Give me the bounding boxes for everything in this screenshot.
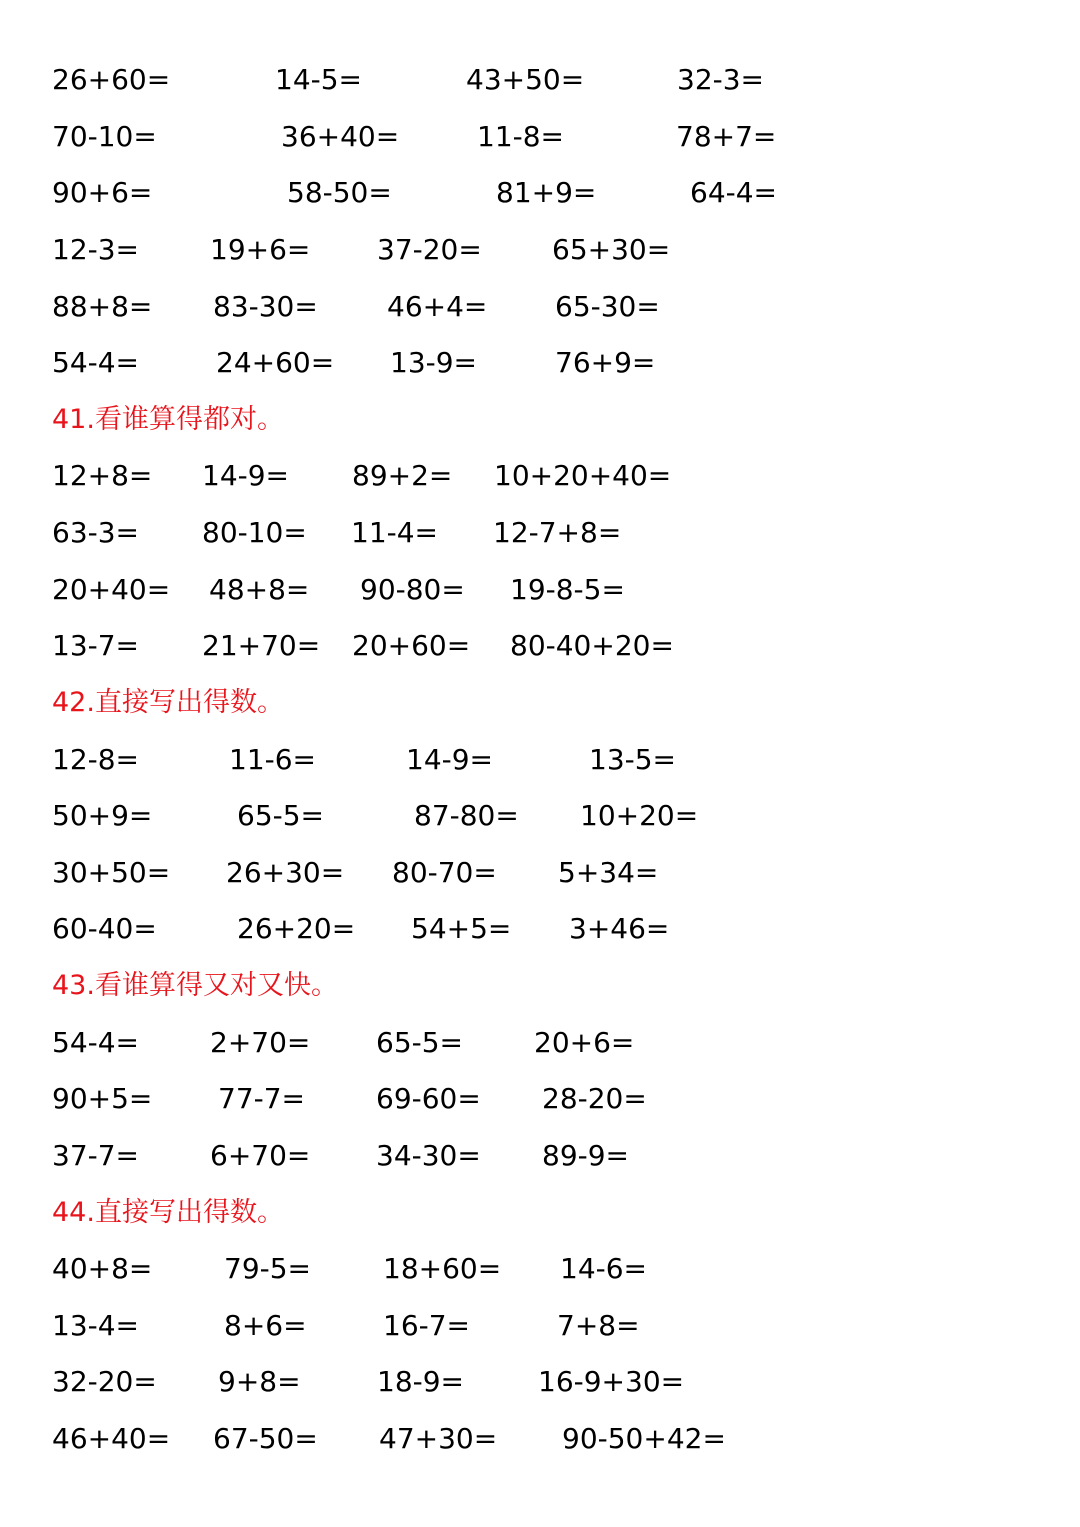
problem: 10+20= [580, 799, 699, 832]
problem: 26+20= [237, 912, 356, 945]
problem: 60-40= [52, 912, 157, 945]
problem: 8+6= [224, 1309, 307, 1342]
problem: 13-5= [589, 743, 677, 776]
problem: 2+70= [210, 1026, 311, 1059]
problem: 76+9= [555, 346, 656, 379]
problem: 14-6= [560, 1252, 648, 1285]
problem: 11-4= [351, 516, 439, 549]
problem-row [0, 1023, 1080, 1063]
problem: 54+5= [411, 912, 512, 945]
problem: 14-9= [202, 459, 290, 492]
problem: 10+20+40= [494, 459, 672, 492]
problem: 77-7= [218, 1082, 306, 1115]
problem: 69-60= [376, 1082, 481, 1115]
problem: 16-7= [383, 1309, 471, 1342]
problem: 54-4= [52, 1026, 140, 1059]
section-heading: 42.直接写出得数。 [52, 687, 284, 718]
problem: 18-9= [377, 1365, 465, 1398]
problem: 65-30= [555, 290, 660, 323]
problem: 12-7+8= [493, 516, 622, 549]
problem-row [0, 1419, 1080, 1459]
problem-row [0, 173, 1080, 213]
problem: 37-20= [377, 233, 482, 266]
problem: 80-70= [392, 856, 497, 889]
problem: 65-5= [237, 799, 325, 832]
problem: 36+40= [281, 120, 400, 153]
problem: 80-40+20= [510, 629, 674, 662]
problem: 12+8= [52, 459, 153, 492]
problem-row [0, 626, 1080, 666]
problem: 7+8= [557, 1309, 640, 1342]
problem: 24+60= [216, 346, 335, 379]
problem-row [0, 117, 1080, 157]
section-heading: 43.看谁算得又对又快。 [52, 970, 338, 1001]
problem: 87-80= [414, 799, 519, 832]
problem: 90-80= [360, 573, 465, 606]
problem-row [0, 456, 1080, 496]
problem: 89+2= [352, 459, 453, 492]
problem: 65-5= [376, 1026, 464, 1059]
problem: 88+8= [52, 290, 153, 323]
section-heading: 44.直接写出得数。 [52, 1197, 284, 1228]
problem-row [0, 1136, 1080, 1176]
problem: 90+5= [52, 1082, 153, 1115]
problem: 50+9= [52, 799, 153, 832]
problem: 9+8= [218, 1365, 301, 1398]
problem: 32-20= [52, 1365, 157, 1398]
problem-row [0, 343, 1080, 383]
problem-row [0, 853, 1080, 893]
problem: 13-4= [52, 1309, 140, 1342]
problem: 90+6= [52, 176, 153, 209]
problem: 90-50+42= [562, 1422, 726, 1455]
problem-row [0, 230, 1080, 270]
problem: 13-9= [390, 346, 478, 379]
problem: 26+60= [52, 63, 171, 96]
problem-row [0, 1306, 1080, 1346]
problem: 54-4= [52, 346, 140, 379]
problem: 19+6= [210, 233, 311, 266]
problem: 78+7= [676, 120, 777, 153]
section-heading: 41.看谁算得都对。 [52, 404, 284, 435]
problem: 81+9= [496, 176, 597, 209]
problem-row [0, 1249, 1080, 1289]
problem-row [0, 740, 1080, 780]
problem: 12-3= [52, 233, 140, 266]
problem: 47+30= [379, 1422, 498, 1455]
problem: 6+70= [210, 1139, 311, 1172]
problem: 12-8= [52, 743, 140, 776]
problem: 46+4= [387, 290, 488, 323]
problem: 14-5= [275, 63, 363, 96]
problem: 5+34= [558, 856, 659, 889]
problem: 11-6= [229, 743, 317, 776]
problem: 32-3= [677, 63, 765, 96]
problem: 79-5= [224, 1252, 312, 1285]
problem-row [0, 570, 1080, 610]
problem-row [0, 287, 1080, 327]
problem: 3+46= [569, 912, 670, 945]
problem: 48+8= [209, 573, 310, 606]
problem: 89-9= [542, 1139, 630, 1172]
problem: 40+8= [52, 1252, 153, 1285]
problem: 20+6= [534, 1026, 635, 1059]
problem: 30+50= [52, 856, 171, 889]
problem: 16-9+30= [538, 1365, 685, 1398]
problem: 13-7= [52, 629, 140, 662]
problem: 80-10= [202, 516, 307, 549]
problem: 14-9= [406, 743, 494, 776]
problem: 83-30= [213, 290, 318, 323]
problem-row [0, 1079, 1080, 1119]
problem: 20+60= [352, 629, 471, 662]
problem: 19-8-5= [510, 573, 625, 606]
problem: 37-7= [52, 1139, 140, 1172]
problem: 28-20= [542, 1082, 647, 1115]
problem: 20+40= [52, 573, 171, 606]
problem: 11-8= [477, 120, 565, 153]
problem: 58-50= [287, 176, 392, 209]
problem: 26+30= [226, 856, 345, 889]
problem: 67-50= [213, 1422, 318, 1455]
problem-row [0, 60, 1080, 100]
problem: 21+70= [202, 629, 321, 662]
problem: 64-4= [690, 176, 778, 209]
problem: 18+60= [383, 1252, 502, 1285]
problem: 46+40= [52, 1422, 171, 1455]
problem: 70-10= [52, 120, 157, 153]
problem-row [0, 796, 1080, 836]
problem-row [0, 1362, 1080, 1402]
problem: 65+30= [552, 233, 671, 266]
problem: 43+50= [466, 63, 585, 96]
problem-row [0, 513, 1080, 553]
problem: 63-3= [52, 516, 140, 549]
problem: 34-30= [376, 1139, 481, 1172]
problem-row [0, 909, 1080, 949]
